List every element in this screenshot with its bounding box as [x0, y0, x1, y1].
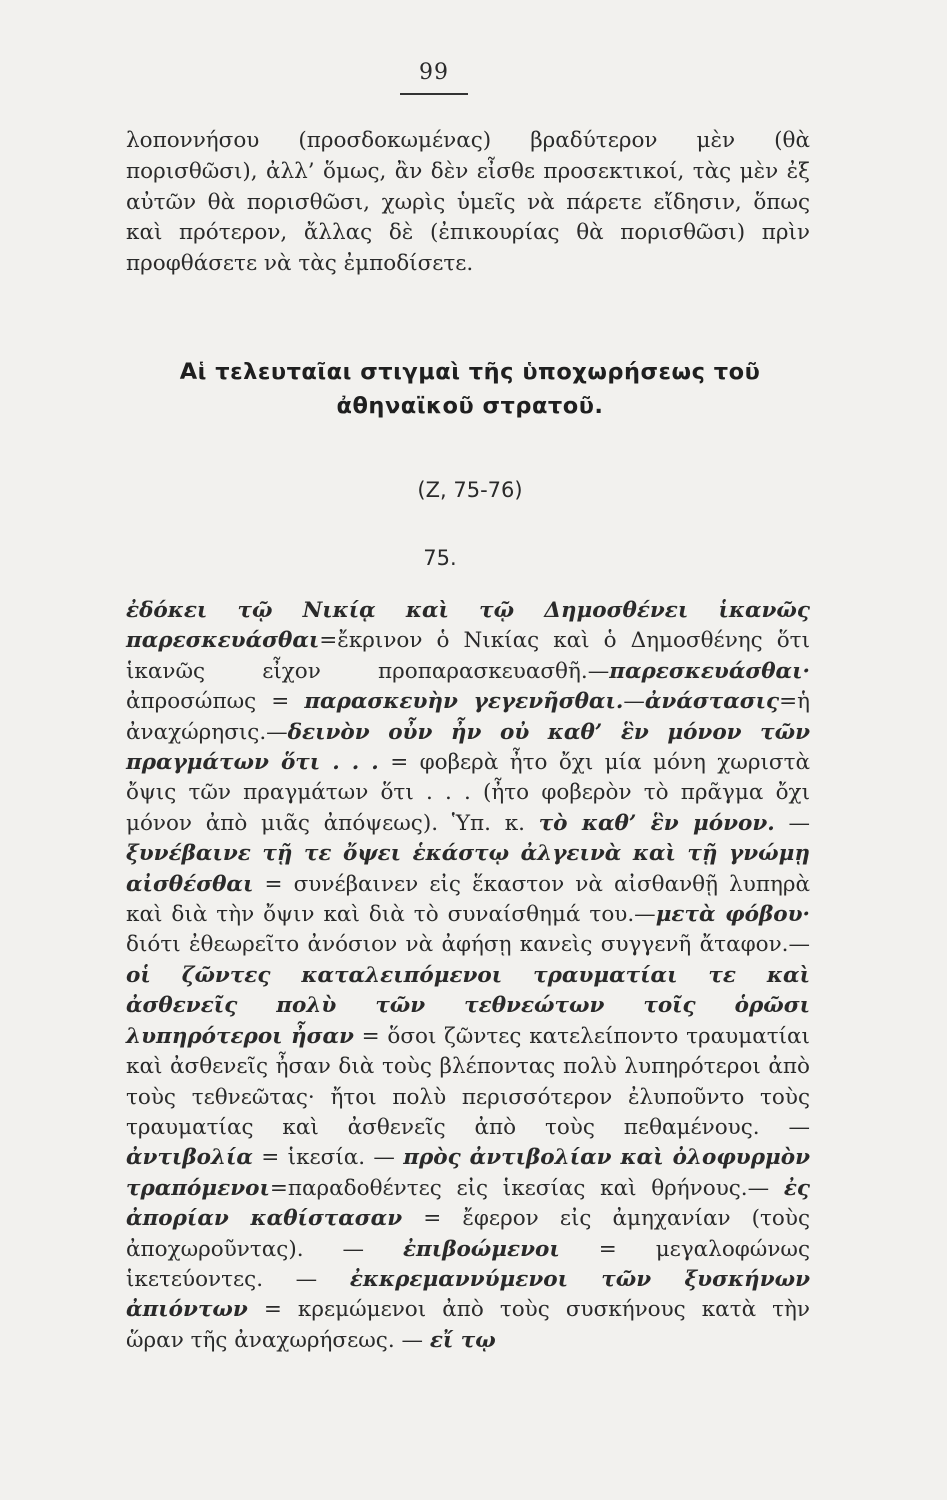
commentary-gloss: — [623, 689, 645, 715]
text-reference: (Ζ, 75-76) [417, 478, 523, 502]
commentary-lemma: ἐκκρεμαννύμενοι τῶν ξυσκήνων ἀπιόντων [126, 1266, 810, 1323]
commentary-lemma: δεινὸν οὖν ἦν οὐ καθ’ ἓν μόνον τῶν πραγμάτων ὅτι . . . [126, 719, 810, 776]
section-heading [100, 355, 840, 423]
commentary-lemma: παρεσκευάσθαι· [609, 658, 810, 684]
commentary-gloss: = κρεμώμενοι ἀπὸ τοὺς συσκήνους κατὰ τὴν ὥραν τῆς ἀναχωρήσεως. — [126, 1297, 810, 1353]
commentary-lemma: οἱ ζῶντες καταλειπόμενοι τραυματίαι τε καὶ ἀσθενεῖς πολὺ τῶν τεθνεώτων τοῖς ὁρῶσι λυπηρότεροι ἦσαν [126, 962, 810, 1049]
commentary-gloss: ἀπροσώπως = [126, 689, 305, 715]
commentary-lemma: ξυνέβαινε τῇ τε ὄψει ἑκάστῳ ἀλγεινὰ καὶ τῇ γνώμῃ αἰσθέσθαι [126, 841, 810, 897]
commentary-gloss: = ὅσοι ζῶντες κατελείποντο τραυματίαι καὶ ἀσθενεῖς ἦσαν διὰ τοὺς βλέποντας πολὺ λυπηρότεροι ἀπὸ τοὺς τεθνεῶτας· ἤτοι πολὺ περισσότερον ἐλυποῦντο τοὺς τραυματίας καὶ ἀσθενεῖς ἀπὸ τοὺς πεθαμένους. — [126, 1023, 810, 1140]
commentary-gloss: = συνέβαινεν εἰς ἕκαστον νὰ αἰσθανθῇ λυπηρὰ καὶ διὰ τὴν ὄψιν καὶ διὰ τὸ συναίσθημά του.— [126, 871, 810, 928]
commentary-paragraph [126, 596, 810, 1356]
commentary-gloss: =ἔκρινον ὁ Νικίας καὶ ὁ Δημοσθένης ὅτι ἱκανῶς εἶχον προπαρασκευασθῆ.— [126, 628, 810, 684]
commentary-gloss: =ἡ ἀναχώρησις.— [126, 689, 810, 745]
commentary-lemma: πρὸς ἀντιβολίαν καὶ ὀλοφυρμὸν τραπόμενοι [126, 1145, 810, 1201]
commentary-lemma: ἐπιβοώμενοι [402, 1236, 560, 1262]
commentary-gloss: = φοβερὰ ἦτο ὄχι μία μόνη χωριστὰ ὄψις τῶν πραγμάτων ὅτι . . . (ἦτο φοβερὸν τὸ πρᾶγμα ὄχι μόνον ἀπὸ μιᾶς ἀπόψεως). Ὑπ. κ. [126, 750, 810, 836]
commentary-gloss: = μεγαλοφώνως ἱκετεύοντες. — [126, 1236, 810, 1292]
section-number: 75. [423, 546, 457, 570]
commentary-lemma: μετὰ φόβου· [655, 902, 810, 928]
commentary-gloss: = ἱκεσία. — [252, 1145, 404, 1171]
section-heading-line-1: Αἱ τελευταῖαι στιγμαὶ τῆς ὑποχωρήσεως τοῦ [179, 359, 761, 385]
commentary-lemma: ἐς ἀπορίαν καθίστασαν [126, 1175, 810, 1232]
commentary-gloss: =παραδοθέντες εἰς ἱκεσίας καὶ θρήνους.— [269, 1175, 784, 1201]
commentary-lemma: ἀνάστασις [644, 689, 780, 715]
commentary-lemma: παρασκευὴν γεγενῆσθαι. [304, 689, 624, 715]
section-heading-line-2: ἀθηναϊκοῦ στρατοῦ. [336, 393, 604, 419]
intro-paragraph: λοποννήσου (προσδοκωμένας) βραδύτερον μὲν (θὰ πορισθῶσι), ἀλλ’ ὅμως, ἂν δὲν εἶσθε προσεκτικοί, τὰς μὲν ἐξ αὐτῶν θὰ πορισθῶσι, χωρὶς ὑμεῖς νὰ πάρετε εἴδησιν, ὅπως καὶ πρότερον, ἄλλας δὲ (ἐπικουρίας θὰ πορισθῶσι) πρὶν προφθάσετε νὰ τὰς ἐμποδίσετε. [126, 128, 810, 277]
commentary-gloss: — [774, 810, 810, 836]
commentary-lemma: ἀντιβολία [126, 1145, 253, 1171]
commentary-gloss: διότι ἐθεωρεῖτο ἀνόσιον νὰ ἀφήσῃ κανεὶς συγγενῆ ἄταφον.— [126, 932, 810, 958]
commentary-lemma: τὸ καθ’ ἓν μόνον. [538, 810, 775, 836]
commentary-lemma: εἴ τῳ [429, 1327, 496, 1353]
commentary-lemma: ἐδόκει τῷ Νικίᾳ καὶ τῷ Δημοσθένει ἱκανῶς παρεσκευάσθαι [126, 598, 810, 654]
page-number: 99 [400, 60, 468, 95]
commentary-gloss: = ἔφερον εἰς ἀμηχανίαν (τοὺς ἀποχωροῦντας). — [126, 1206, 810, 1262]
